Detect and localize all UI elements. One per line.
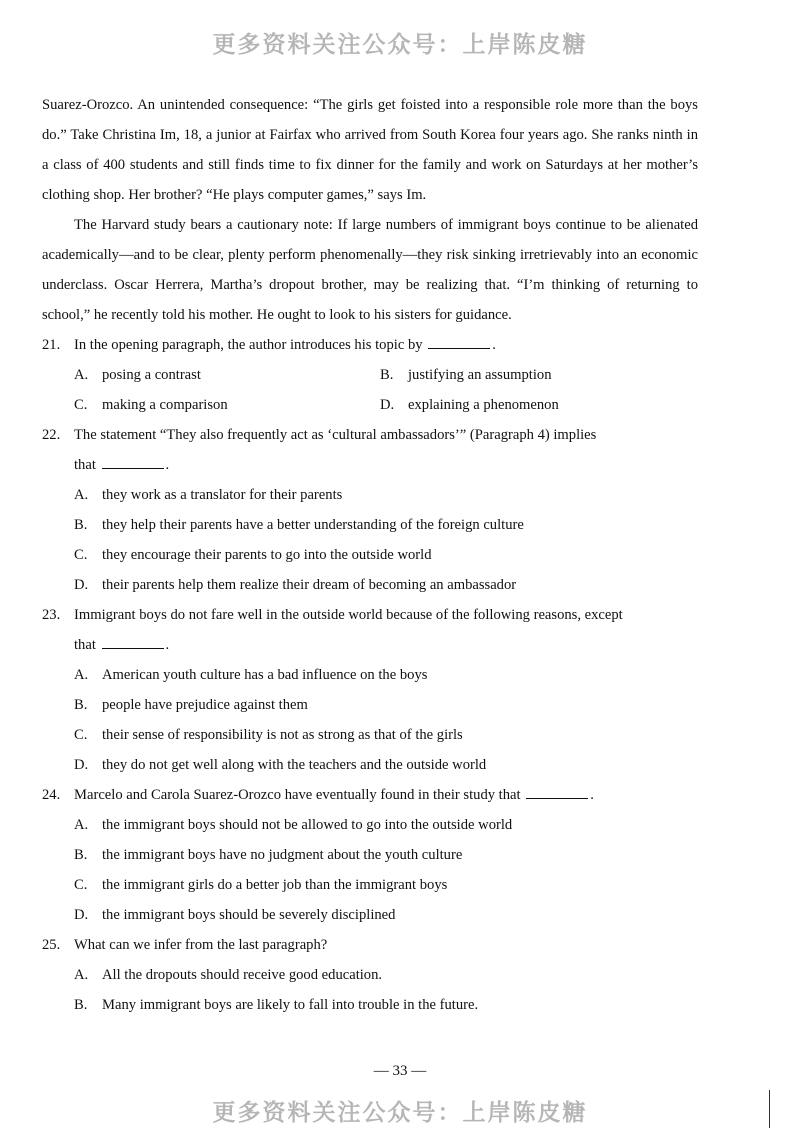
- question-number: 24.: [42, 787, 61, 803]
- question-24: [42, 780, 698, 810]
- question-stem: What can we infer from the last paragraph?: [74, 937, 328, 953]
- option-text: they help their parents have a better understanding of the foreign culture: [102, 517, 524, 533]
- paragraph-last: The Harvard study bears a cautionary note: If large numbers of immigrant boys continue to be alienated academically—and to be clear, plenty perform phenomenally—they risk sinking irretrievably into an economic underclass. Oscar Herrera, Martha’s dropout brother, may be realizing that. “I’m thinking of returning to school,” he recently told his mother. He ought to look to his sisters for guidance.: [42, 217, 698, 323]
- watermark-top: 更多资料关注公众号：上岸陈皮糖: [212, 32, 588, 58]
- option-label: B.: [380, 367, 394, 383]
- option-c[interactable]: [42, 870, 698, 900]
- option-label: B.: [74, 697, 88, 713]
- question-end: .: [492, 337, 496, 353]
- option-label: C.: [74, 547, 88, 563]
- option-label: A.: [74, 367, 89, 383]
- watermark-bottom: 更多资料关注公众号：上岸陈皮糖: [212, 1100, 588, 1126]
- option-text: justifying an assumption: [408, 367, 552, 383]
- paragraph-continuation: Suarez-Orozco. An unintended consequence: “The girls get foisted into a responsible role more than the boys do.” Take Christina Im, 18, a junior at Fairfax who arrived from South Korea four years ago. She ranks ninth in a class of 400 students and still finds time to fix dinner for the family and work on Saturdays at her mother’s clothing shop. Her brother? “He plays computer games,” says Im.: [42, 97, 698, 203]
- question-stem: Marcelo and Carola Suarez-Orozco have eventually found in their study that: [74, 787, 521, 803]
- scan-edge-line: [769, 1090, 770, 1128]
- option-text: the immigrant boys should be severely disciplined: [102, 907, 396, 923]
- option-text: explaining a phenomenon: [408, 397, 559, 413]
- question-stem: In the opening paragraph, the author introduces his topic by: [74, 337, 423, 353]
- option-a[interactable]: [42, 660, 698, 690]
- option-text: their parents help them realize their dream of becoming an ambassador: [102, 577, 517, 593]
- option-text: the immigrant girls do a better job than the immigrant boys: [102, 877, 448, 893]
- option-label: A.: [74, 667, 89, 683]
- option-label: B.: [74, 997, 88, 1013]
- question-stem: The statement “They also frequently act as ‘cultural ambassadors’” (Paragraph 4) implies: [74, 427, 597, 443]
- option-label: D.: [380, 397, 395, 413]
- option-d[interactable]: [380, 390, 686, 420]
- option-text: they do not get well along with the teachers and the outside world: [102, 757, 487, 773]
- options-row-ab: [42, 360, 698, 390]
- option-text: their sense of responsibility is not as strong as that of the girls: [102, 727, 463, 743]
- option-b[interactable]: [380, 360, 686, 390]
- question-21: [42, 330, 698, 360]
- option-label: A.: [74, 817, 89, 833]
- option-text: they work as a translator for their parents: [102, 487, 343, 503]
- option-label: D.: [74, 907, 89, 923]
- question-end: .: [165, 637, 170, 653]
- option-d[interactable]: [42, 570, 698, 600]
- answer-blank: [102, 456, 164, 469]
- question-23: [42, 600, 698, 630]
- option-text: American youth culture has a bad influence on the boys: [102, 667, 428, 683]
- option-label: D.: [74, 757, 89, 773]
- option-a[interactable]: [74, 360, 380, 390]
- option-text: they encourage their parents to go into the outside world: [102, 547, 432, 563]
- option-text: All the dropouts should receive good education.: [102, 967, 383, 983]
- answer-blank: [428, 336, 490, 349]
- question-cont-text: that: [74, 457, 96, 473]
- option-a[interactable]: [42, 480, 698, 510]
- question-25: [42, 930, 698, 960]
- option-b[interactable]: [42, 510, 698, 540]
- option-a[interactable]: [42, 810, 698, 840]
- question-stem: Immigrant boys do not fare well in the outside world because of the following reasons, except: [74, 607, 623, 623]
- question-continuation: [42, 450, 698, 480]
- question-stem-wrap: [74, 330, 698, 360]
- option-text: posing a contrast: [102, 367, 201, 383]
- option-text: the immigrant boys have no judgment about the youth culture: [102, 847, 463, 863]
- option-d[interactable]: [42, 900, 698, 930]
- option-label: B.: [74, 847, 88, 863]
- page-content: [42, 90, 698, 1020]
- option-label: C.: [74, 727, 88, 743]
- option-text: people have prejudice against them: [102, 697, 308, 713]
- option-text: the immigrant boys should not be allowed to go into the outside world: [102, 817, 513, 833]
- question-number: 25.: [42, 937, 61, 953]
- page-number: — 33 —: [373, 1063, 427, 1079]
- option-b[interactable]: [42, 990, 698, 1020]
- options-row-cd: [42, 390, 698, 420]
- question-continuation: [42, 630, 698, 660]
- option-label: B.: [74, 517, 88, 533]
- option-c[interactable]: [42, 720, 698, 750]
- option-d[interactable]: [42, 750, 698, 780]
- question-stem-wrap: [74, 780, 698, 810]
- option-text: making a comparison: [102, 397, 228, 413]
- option-label: A.: [74, 967, 89, 983]
- option-b[interactable]: [42, 840, 698, 870]
- question-22: [42, 420, 698, 450]
- option-label: C.: [74, 397, 88, 413]
- option-text: Many immigrant boys are likely to fall into trouble in the future.: [102, 997, 479, 1013]
- option-label: C.: [74, 877, 88, 893]
- question-number: 22.: [42, 427, 61, 443]
- question-cont-text: that: [74, 637, 96, 653]
- option-c[interactable]: [42, 540, 698, 570]
- option-b[interactable]: [42, 690, 698, 720]
- answer-blank: [102, 636, 164, 649]
- option-label: A.: [74, 487, 89, 503]
- question-end: .: [590, 787, 594, 803]
- option-c[interactable]: [74, 390, 380, 420]
- option-a[interactable]: [42, 960, 698, 990]
- answer-blank: [526, 786, 588, 799]
- option-label: D.: [74, 577, 89, 593]
- question-number: 23.: [42, 607, 61, 623]
- question-number: 21.: [42, 337, 61, 353]
- question-end: .: [165, 457, 170, 473]
